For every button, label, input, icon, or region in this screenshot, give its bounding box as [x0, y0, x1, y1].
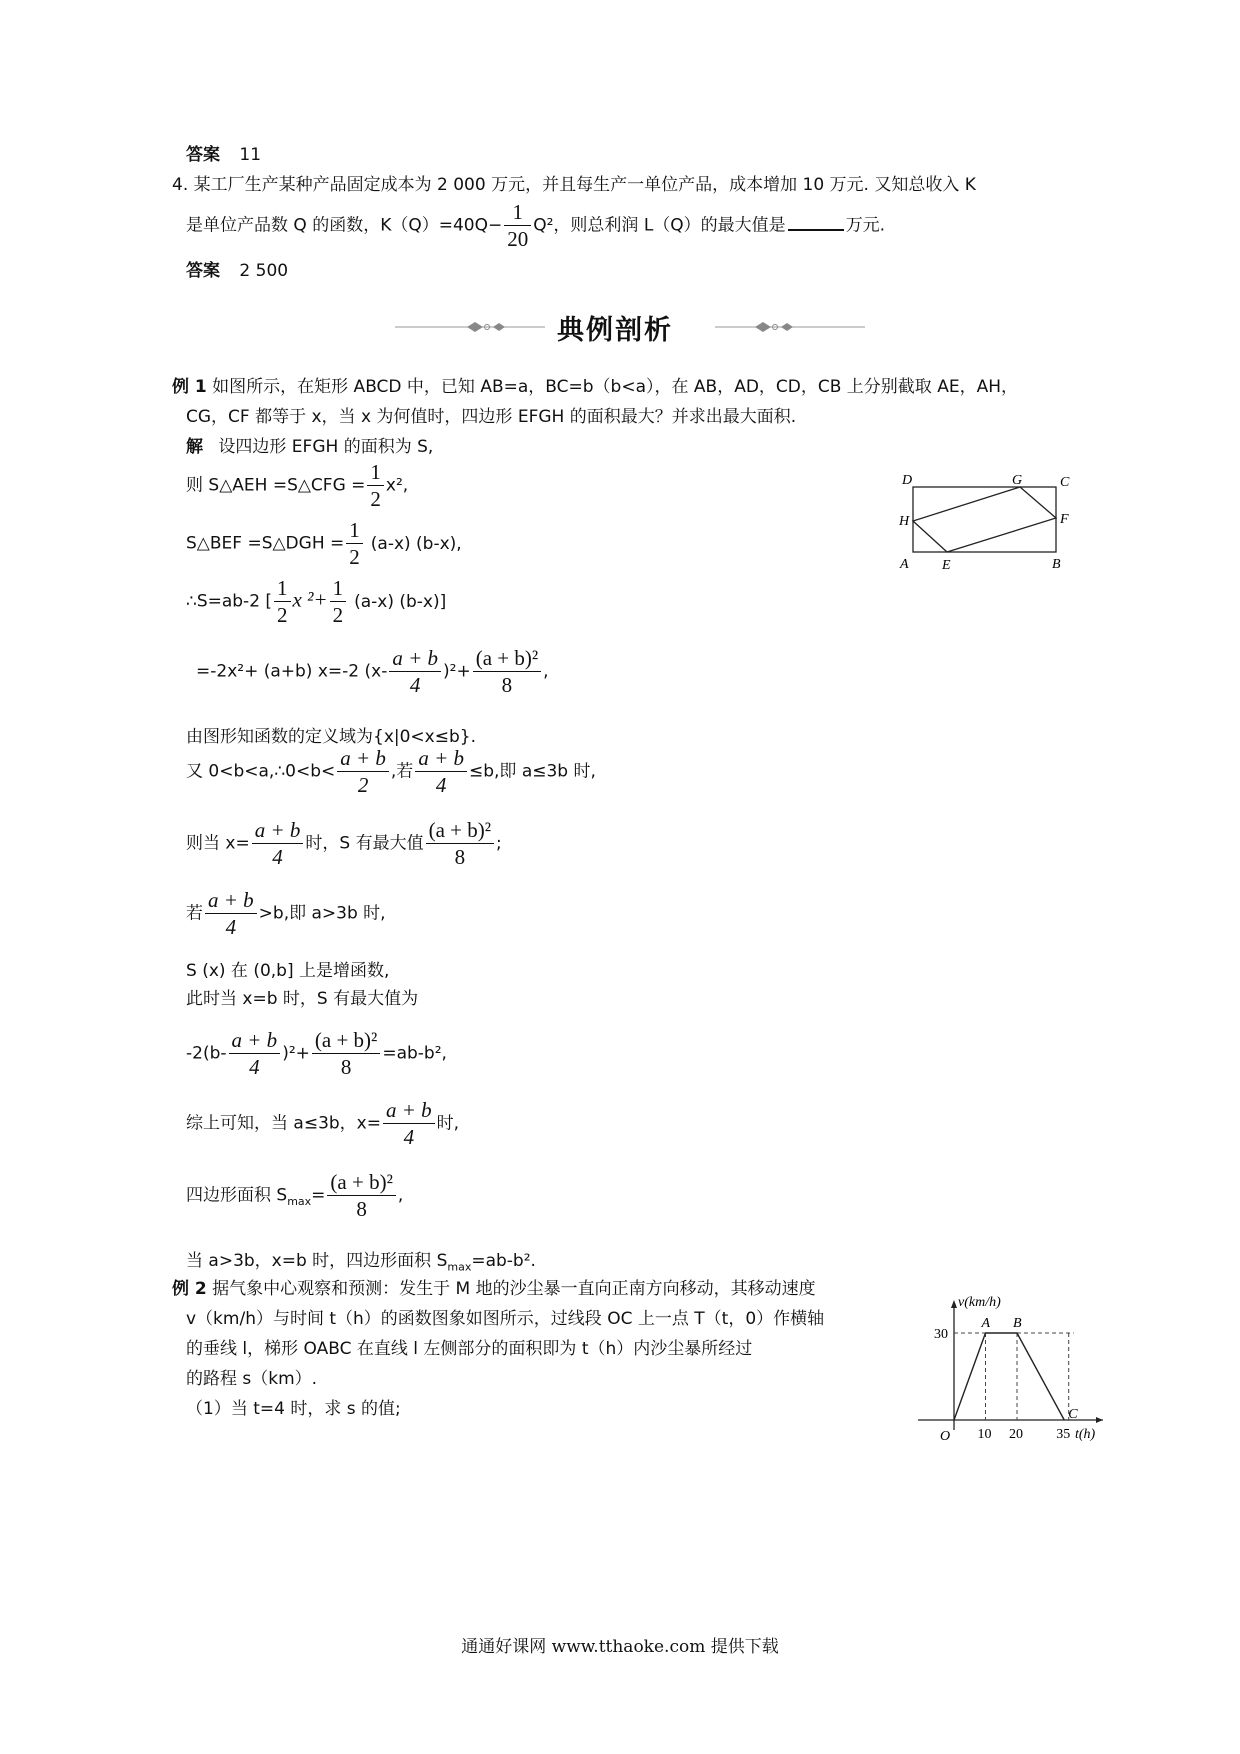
point-label: A	[981, 1316, 991, 1331]
math-text: ,	[397, 1185, 404, 1206]
fraction-numerator: a + b	[383, 1098, 435, 1124]
example-2-line-5: （1）当 t=4 时，求 s 的值;	[186, 1399, 401, 1419]
fraction-numerator: 1	[504, 200, 531, 226]
solution-row-11	[186, 1028, 447, 1079]
math-text: 时,	[436, 1113, 460, 1134]
rectangle-abcd	[913, 487, 1056, 552]
fraction-denominator: 2	[349, 545, 360, 570]
solution-row-1	[186, 460, 408, 511]
fraction-square-over-8	[426, 818, 494, 869]
fraction-numerator: 1	[274, 576, 291, 602]
solution-row-6	[186, 746, 596, 797]
fraction-numerator: a + b	[389, 646, 441, 672]
fraction-numerator: a + b	[229, 1028, 281, 1054]
series-line	[954, 1333, 1064, 1420]
solution-label: 解	[186, 437, 203, 457]
math-text: 综上可知，当 a≤3b，x=	[186, 1113, 381, 1134]
math-text: 时，S 有最大值	[305, 833, 424, 854]
answer-3-row	[186, 140, 261, 165]
fraction-denominator: 4	[249, 1055, 260, 1080]
math-text: ,若	[390, 761, 414, 782]
fraction-numerator: (a + b)²	[312, 1028, 380, 1054]
answer-label: 答案	[186, 145, 220, 165]
solution-row-13	[186, 1170, 403, 1221]
math-text: ,	[543, 661, 549, 682]
example-2-line-4: 的路程 s（km）.	[186, 1369, 318, 1389]
q4-text: 是单位产品数 Q 的函数，K（Q）=40Q−	[186, 215, 503, 236]
x-axis-label: t(h)	[1075, 1427, 1096, 1442]
fraction-denominator: 2	[332, 603, 344, 628]
label-F: F	[1060, 512, 1069, 527]
fraction-square-over-8	[327, 1170, 395, 1221]
solution-row-7	[186, 818, 502, 869]
label-A: A	[900, 557, 909, 572]
math-subscript: max	[447, 1260, 472, 1274]
section-title: 典例剖析	[557, 315, 673, 346]
math-text: 则 S△AEH =S△CFG =	[186, 475, 366, 496]
fraction-a-plus-b-over-2	[337, 746, 389, 797]
fraction-numerator: a + b	[205, 888, 257, 914]
fraction-denominator: 4	[435, 773, 447, 798]
q4-text: 万元.	[845, 215, 886, 236]
fraction-numerator: a + b	[415, 746, 467, 772]
math-text: S△BEF =S△DGH =	[186, 533, 345, 554]
math-text: x²,	[385, 475, 409, 496]
point-label: C	[1068, 1407, 1078, 1422]
fraction-denominator: 20	[507, 227, 529, 252]
fraction-denominator: 8	[356, 1197, 367, 1222]
label-C: C	[1060, 475, 1070, 490]
math-text: 当 a>3b，x=b 时，四边形面积 S	[186, 1251, 448, 1271]
math-text: ∴S=ab-2 [	[186, 591, 273, 612]
fraction-denominator: 2	[370, 487, 381, 512]
fraction-numerator: a + b	[337, 746, 389, 772]
x-tick-label: 20	[1009, 1427, 1023, 1442]
math-text: (a-x) (b-x)]	[354, 591, 447, 612]
math-text: =-2x²+ (a+b) x=-2 (x-	[196, 661, 388, 682]
fraction-one-half	[346, 518, 363, 569]
solution-domain: 由图形知函数的定义域为{x|0<x≤b}.	[186, 727, 476, 747]
answer-label: 答案	[186, 261, 220, 281]
math-text: )²+	[282, 1043, 310, 1064]
label-D: D	[902, 473, 913, 488]
math-text: 若	[186, 903, 203, 924]
example-1-line-2: CG，CF 都等于 x，当 x 为何值时，四边形 EFGH 的面积最大？并求出最大面积.	[186, 407, 797, 427]
math-text: >b,即 a>3b 时,	[258, 903, 386, 924]
example-2-line-1	[172, 1274, 816, 1299]
fraction-numerator: (a + b)²	[426, 818, 494, 844]
fraction-numerator: a + b	[252, 818, 304, 844]
math-text: =ab-b².	[471, 1251, 536, 1271]
solution-row-12	[186, 1098, 459, 1149]
math-text: ;	[496, 833, 502, 854]
fraction-numerator: 1	[346, 518, 363, 544]
x-tick-label: 10	[977, 1427, 992, 1442]
fraction-square-over-8	[312, 1028, 380, 1079]
fraction-numerator: 1	[367, 460, 384, 486]
fraction-1-20	[504, 200, 531, 251]
fraction-one-half	[330, 576, 347, 627]
math-text: 四边形面积 S	[186, 1185, 288, 1206]
fraction-denominator: 8	[501, 673, 513, 698]
fraction-a-plus-b-over-4	[229, 1028, 281, 1079]
chart-labels	[934, 1316, 1078, 1442]
fraction-denominator: 4	[409, 673, 421, 698]
example-2-line-3: 的垂线 l，梯形 OABC 在直线 l 左侧部分的面积即为 t（h）内沙尘暴所经过	[186, 1339, 753, 1359]
solution-row-3	[186, 576, 446, 627]
fraction-a-plus-b-over-4	[252, 818, 304, 869]
example-label: 例 2	[172, 1279, 207, 1299]
y-axis-arrow	[951, 1300, 957, 1308]
solution-line-1	[186, 432, 433, 457]
fraction-numerator: (a + b)²	[327, 1170, 395, 1196]
x-axis-arrow	[1096, 1417, 1103, 1423]
answer-4-row	[186, 256, 288, 281]
label-B: B	[1052, 557, 1061, 572]
fraction-a-plus-b-over-4	[389, 646, 441, 697]
fraction-one-half	[274, 576, 291, 627]
solution-row-4	[196, 646, 549, 697]
label-E: E	[942, 558, 951, 573]
example-text: 如图所示，在矩形 ABCD 中，已知 AB=a，BC=b（b<a），在 AB，AD，CD，CB 上分别截取 AE，AH，	[212, 377, 1018, 397]
footer-text: 通通好课网 www.tthaoke.com 提供下载	[461, 1637, 779, 1657]
math-text: )²+	[443, 661, 471, 682]
fraction-a-plus-b-over-4	[205, 888, 257, 939]
answer-blank	[788, 229, 844, 231]
solution-row-10: 此时当 x=b 时，S 有最大值为	[186, 989, 419, 1009]
answer-value: 11	[239, 145, 262, 165]
fraction-one-half	[367, 460, 384, 511]
example-1-line-1	[172, 372, 1018, 397]
math-text: 则当 x=	[186, 833, 250, 854]
math-text: =	[311, 1185, 326, 1206]
math-text: x ²+	[292, 587, 328, 612]
x-tick-label: 35	[1056, 1427, 1071, 1442]
question-4-line-1: 4. 某工厂生产某种产品固定成本为 2 000 万元，并且每生产一单位产品，成本增加 10 万元. 又知总收入 K	[172, 175, 976, 195]
fraction-denominator: 2	[357, 773, 369, 798]
rectangle-efgh-figure	[892, 470, 1082, 580]
fraction-denominator: 8	[454, 845, 466, 870]
solution-row-14	[186, 1246, 536, 1273]
velocity-time-chart	[918, 1290, 1108, 1450]
fraction-denominator: 4	[272, 845, 283, 870]
math-text: 又 0<b<a,∴0<b<	[186, 761, 336, 782]
q4-text: Q²	[533, 215, 554, 236]
example-label: 例 1	[172, 377, 207, 397]
math-subscript: max	[287, 1195, 312, 1209]
fraction-denominator: 2	[277, 603, 288, 628]
solution-row-9: S (x) 在 (0,b] 上是增函数,	[186, 961, 390, 981]
fraction-denominator: 4	[403, 1125, 415, 1150]
example-2-line-2: v（km/h）与时间 t（h）的函数图象如图所示，过线段 OC 上一点 T（t，0）作横轴	[186, 1309, 825, 1329]
section-header	[395, 306, 865, 346]
q4-text: ，则总利润 L（Q）的最大值是	[553, 215, 786, 236]
fraction-numerator: 1	[330, 576, 347, 602]
dashed-guides	[954, 1333, 1074, 1420]
example-text: 据气象中心观察和预测：发生于 M 地的沙尘暴一直向正南方向移动，其移动速度	[212, 1279, 816, 1299]
fraction-a-plus-b-over-4	[383, 1098, 435, 1149]
math-text: =ab-b²,	[382, 1043, 447, 1064]
question-4-line-2	[186, 200, 885, 251]
solution-text: 设四边形 EFGH 的面积为 S,	[218, 437, 434, 457]
y-tick-label: 30	[934, 1327, 948, 1342]
label-H: H	[899, 514, 910, 529]
answer-value: 2 500	[239, 261, 289, 281]
fraction-numerator: (a + b)²	[473, 646, 541, 672]
point-label: B	[1013, 1316, 1022, 1331]
quadrilateral-efgh	[913, 487, 1056, 552]
fraction-denominator: 4	[225, 915, 237, 940]
label-G: G	[1012, 473, 1023, 488]
origin-label: O	[940, 1429, 951, 1444]
fraction-a-plus-b-over-4	[415, 746, 467, 797]
solution-row-2	[186, 518, 462, 569]
math-text: (a-x) (b-x),	[370, 533, 462, 554]
y-axis-label: v(km/h)	[958, 1295, 1001, 1310]
math-text: ≤b,即 a≤3b 时,	[468, 761, 596, 782]
math-text: -2(b-	[186, 1043, 227, 1064]
fraction-square-over-8	[473, 646, 541, 697]
fraction-denominator: 8	[340, 1055, 352, 1080]
solution-row-8	[186, 888, 386, 939]
